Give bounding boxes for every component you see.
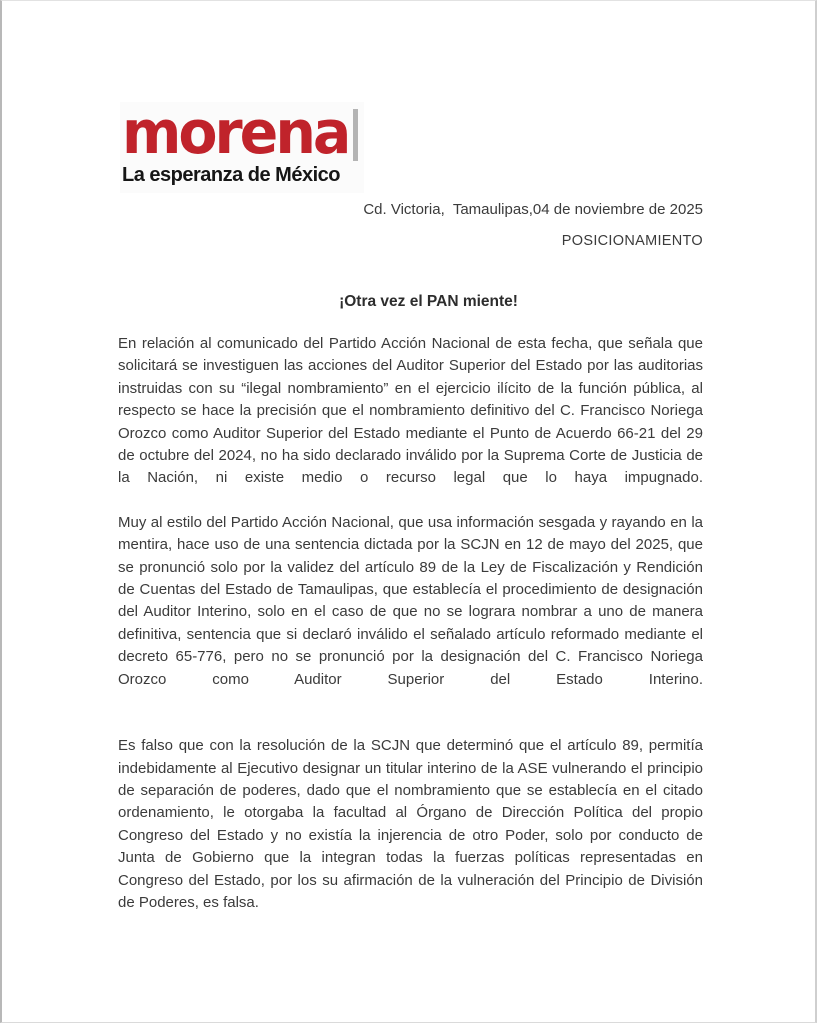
logo-wordmark-row	[122, 98, 358, 168]
paragraph-1: En relación al comunicado del Partido Acción Nacional de esta fecha, que señala que solicitará se investiguen las acciones del Auditor Superior del Estado por las auditorias instruidas con su “ilegal nombramiento” en el ejercicio ilícito de la función pública, al respecto se hace la precisión que el nombramiento definitivo del C. Francisco Noriega Orozco como Auditor Superior del Estado mediante el Punto de Acuerdo 66-21 del 29 de octubre del 2024, no ha sido declarado inválido por la Suprema Corte de Justicia de la Nación, ni existe medio o recurso legal que lo haya impugnado.	[118, 335, 703, 487]
paragraph-3: Es falso que con la resolución de la SCJN que determinó que el artículo 89, permitía indebidamente al Ejecutivo designar un titular interino de la ASE vulnerando el principio de separación de poderes, dado que el nombramiento que se establecía en el citado ordenamiento, le otorgaba la facultad al Órgano de Dirección Política del propio Congreso del Estado y no existía la injerencia de otro Poder, solo por conducto de Junta de Gobierno que la integran todas la fuerzas políticas representadas en Congreso del Estado, por los su afirmación de la vulneración del Principio de División de Poderes, es falsa.	[118, 737, 703, 911]
logo-tagline: La esperanza de México	[122, 164, 340, 186]
document-type-label: POSICIONAMIENTO	[561, 233, 703, 249]
morena-wordmark: morena	[122, 98, 349, 168]
document-content	[2, 1, 815, 914]
logo-vertical-bar-icon	[353, 109, 358, 161]
document-title: ¡Otra vez el PAN miente!	[339, 293, 518, 310]
morena-logo	[120, 98, 364, 193]
dateline: Cd. Victoria, Tamaulipas,04 de noviembre de 2025	[363, 201, 703, 218]
paragraph-2: Muy al estilo del Partido Acción Nacional, que usa información sesgada y rayando en la mentira, hace uso de una sentencia dictada por la SCJN en 12 de mayo del 2025, que se pronunció solo por la validez del artículo 89 de la Ley de Fiscalización y Rendición de Cuentas del Estado de Tamaulipas, que establecía el procedimiento de designación del Auditor Interino, solo en el caso de que no se lograra nombrar a uno de manera definitiva, sentencia que si declaró inválido el señalado artículo reformado mediante el decreto 65-776, pero no se pronunció por la designación del C. Francisco Noriega Orozco como Auditor Superior del Estado Interino.	[118, 513, 703, 688]
